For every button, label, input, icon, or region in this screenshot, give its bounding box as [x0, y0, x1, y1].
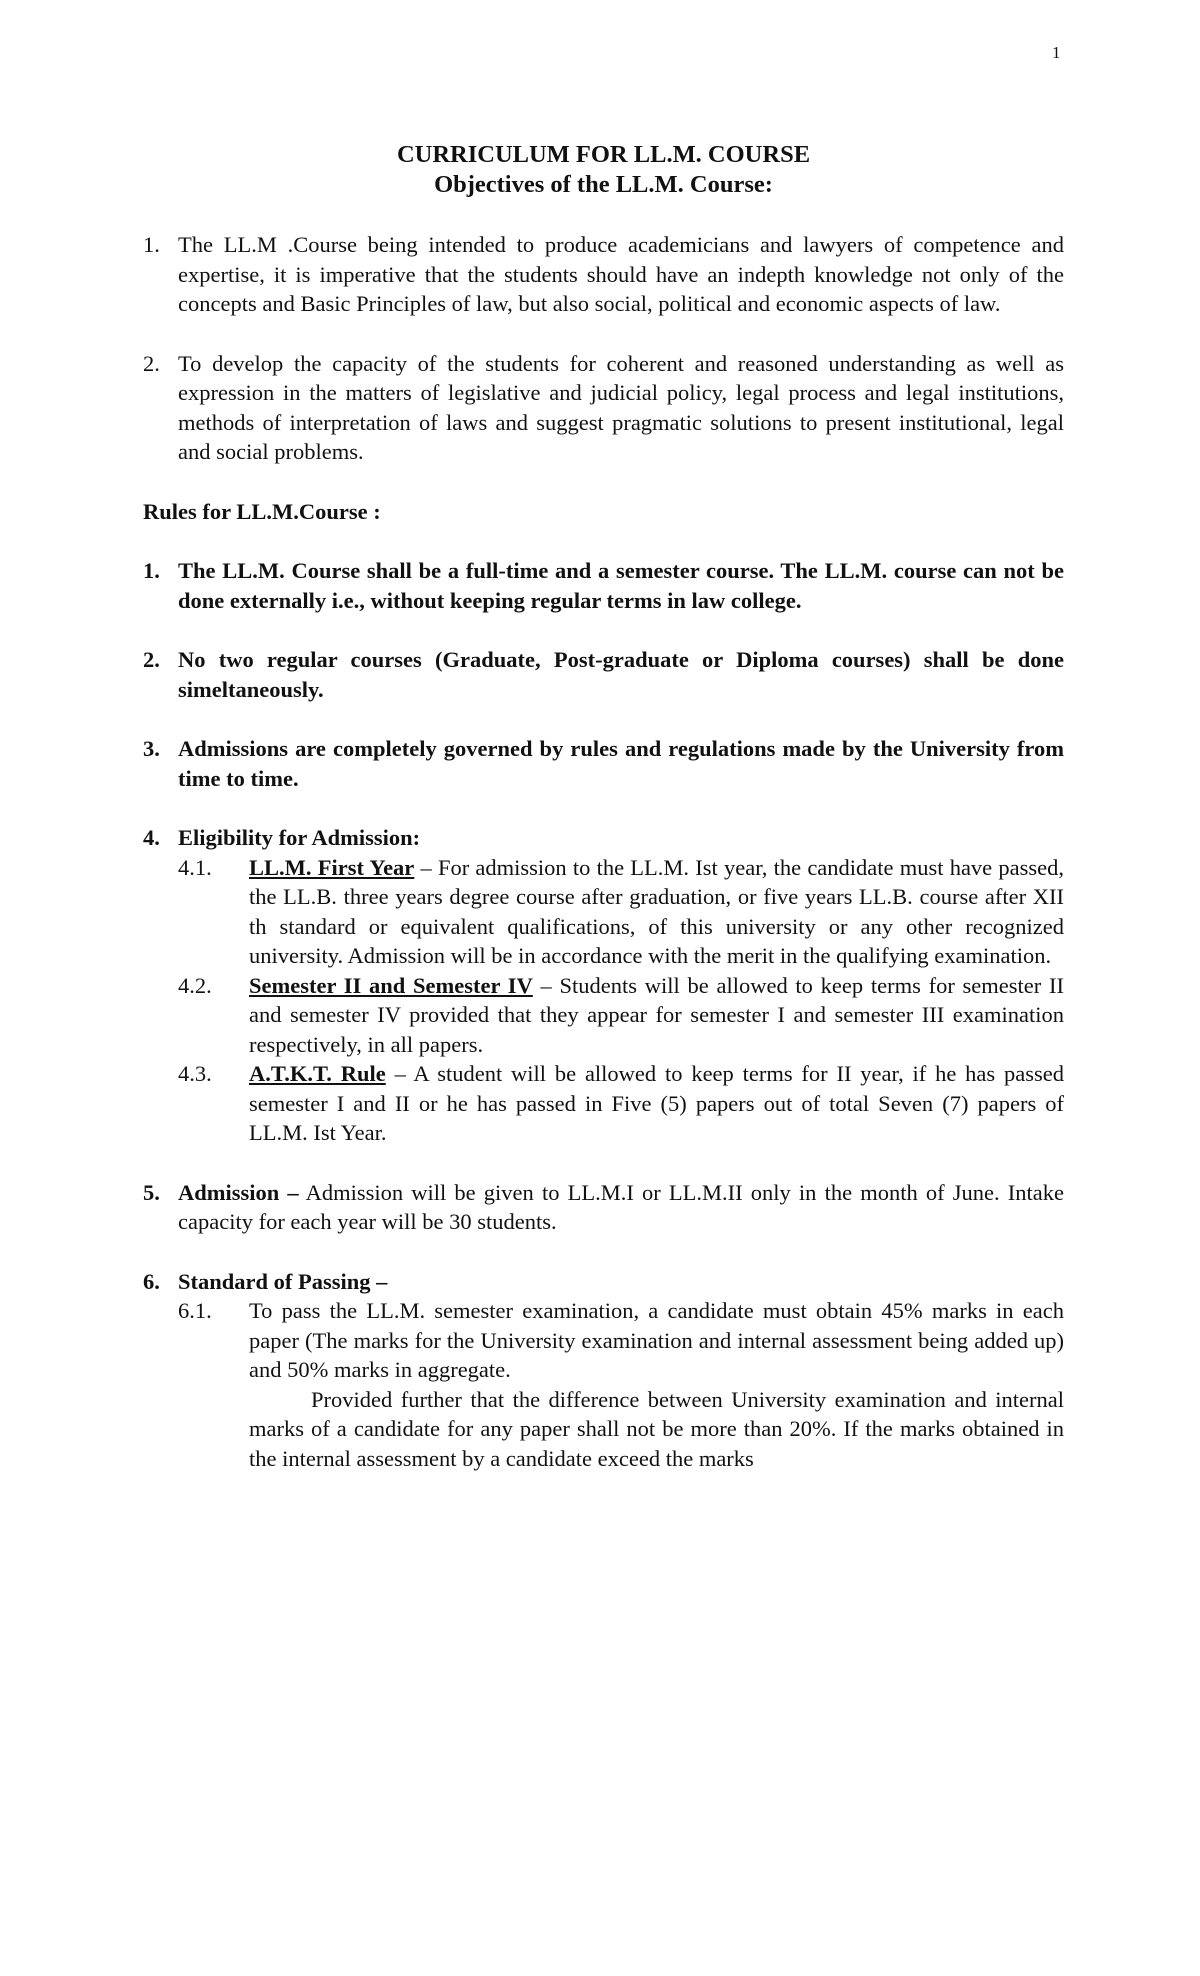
sub-rule-text [249, 1296, 1064, 1473]
objective-number: 2. [143, 350, 160, 376]
objective-item [143, 230, 1064, 319]
sub-rule-label: LL.M. First Year [249, 854, 415, 880]
objective-text: The LL.M .Course being intended to produce academicians and lawyers of competence and expertise, it is imperative that the students should have an indepth knowledge not only of the concepts and Basic Principles of law, but also social, political and economic aspects of law. [178, 232, 1064, 316]
proviso-paragraph: Provided further that the difference between University examination and internal marks of a candidate for any paper shall not be more than 20%. If the marks obtained in the internal assessment by a candidate exceed the marks [249, 1386, 1064, 1471]
sub-rule-number: 6.1. [178, 1298, 212, 1323]
sub-rule-item [178, 971, 1064, 1060]
page-number: 1 [1052, 43, 1061, 62]
rule-text: No two regular courses (Graduate, Post-graduate or Diploma courses) shall be done simeltaneously. [178, 647, 1064, 702]
passing-heading: Standard of Passing – [178, 1268, 388, 1294]
rule-text: Admissions are completely governed by rules and regulations made by the University from time to time. [178, 736, 1064, 791]
rule-item [143, 645, 1064, 704]
rule-text: The LL.M. Course shall be a full-time and a semester course. The LL.M. course can not be done externally i.e., without keeping regular terms in law college. [178, 558, 1064, 613]
objective-number: 1. [143, 232, 160, 257]
eligibility-section [143, 823, 1064, 1148]
sub-rule-text [249, 971, 1064, 1060]
sub-rule-item [178, 853, 1064, 971]
rule-number: 5. [143, 1179, 160, 1205]
rule-item [143, 734, 1064, 793]
objective-item [143, 349, 1064, 467]
sub-rule-item [178, 1296, 1064, 1473]
sub-rule-text [249, 853, 1064, 971]
sub-rule-item [178, 1059, 1064, 1148]
rule-item [143, 1267, 1064, 1297]
objective-text: To develop the capacity of the students for coherent and reasoned understanding as well as expression in the matters of legislative and judicial policy, legal process and legal institutions, methods of interpretation of laws and suggest pragmatic solutions to present institutional, legal and social problems. [178, 350, 1064, 464]
rules-heading: Rules for LL.M.Course : [143, 498, 381, 524]
sub-rule-body: – For admission to the LL.M. Ist year, the candidate must have passed, the LL.B. three years degree course after graduation, or five years LL.B. course after XII th standard or equivalent qualifications, of this university or any other recognized university. Admission will be in accordance with the merit in the qualifying examination. [249, 854, 1064, 968]
objectives-heading: Objectives of the LL.M. Course: [434, 171, 773, 198]
rule-number: 4. [143, 825, 160, 850]
passing-criteria: To pass the LL.M. semester examination, a candidate must obtain 45% marks in each paper (The marks for the University examination and internal assessment being added up) and 50% marks in aggregate. [249, 1298, 1064, 1382]
sub-rule-label: Semester II and Semester IV [249, 972, 533, 998]
sub-rule-body: – A student will be allowed to keep terms for II year, if he has passed semester I and II or he has passed in Five (5) papers out of total Seven (7) papers of LL.M. Ist Year. [249, 1061, 1064, 1145]
rule-number: 6. [143, 1268, 160, 1294]
document-page [143, 140, 1064, 1473]
admission-label: Admission – [178, 1179, 299, 1205]
document-title: CURRICULUM FOR LL.M. COURSE [396, 141, 811, 168]
rule-number: 1. [143, 558, 160, 583]
sub-rule-label: A.T.K.T. Rule [249, 1061, 386, 1086]
rule-number: 2. [143, 647, 160, 672]
rule-item [143, 823, 1064, 853]
sub-rule-number: 4.3. [178, 1061, 212, 1086]
admission-body: Admission will be given to LL.M.I or LL.M.II only in the month of June. Intake capacity for each year will be 30 students. [178, 1179, 1064, 1234]
rule-item [143, 556, 1064, 615]
sub-rule-body: – Students will be allowed to keep terms for semester II and semester IV provided that they appear for semester I and semester III examination respectively, in all papers. [249, 972, 1064, 1057]
rule-number: 3. [143, 736, 160, 761]
standard-of-passing-section [143, 1267, 1064, 1474]
sub-rule-number: 4.2. [178, 972, 212, 998]
sub-rule-text [249, 1059, 1064, 1148]
admission-rule [143, 1178, 1064, 1237]
sub-rule-number: 4.1. [178, 854, 212, 880]
rule-text [178, 1178, 1064, 1237]
eligibility-heading: Eligibility for Admission: [178, 825, 421, 850]
